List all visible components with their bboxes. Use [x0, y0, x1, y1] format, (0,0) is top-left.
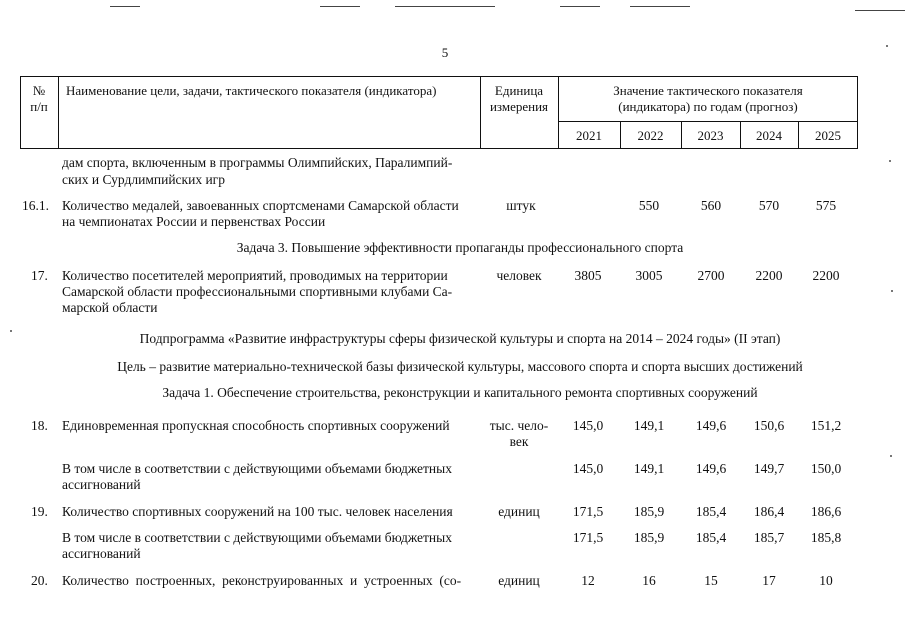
header-values-line2: (индикатора) по годам (прогноз) [618, 99, 798, 114]
scan-edge-line [630, 6, 690, 7]
scan-edge-line [320, 6, 360, 7]
row-number: 17. [31, 268, 48, 283]
header-year: 2021 [576, 128, 602, 143]
row-value: 185,9 [633, 530, 665, 545]
row-value: 2200 [755, 268, 783, 283]
row-name: Самарской области профессиональными спортивными клубами Са- [62, 284, 453, 299]
row-unit: человек [496, 268, 542, 283]
row-name: ассигнований [62, 546, 141, 561]
row-unit: штук [506, 198, 536, 213]
scan-speck [10, 330, 12, 332]
header-year: 2025 [815, 128, 841, 143]
row-value: 149,1 [633, 461, 665, 476]
row-value: 150,0 [810, 461, 842, 476]
row-value: 149,6 [695, 418, 727, 433]
scan-speck [890, 455, 892, 457]
row-value: 185,8 [810, 530, 842, 545]
row-value: 186,6 [810, 504, 842, 519]
task-heading: Задача 1. Обеспечение строительства, реконструкции и капитального ремонта спортивных сооружений [162, 385, 758, 400]
row-unit: единиц [498, 573, 540, 588]
row-unit: единиц [498, 504, 540, 519]
task-heading: Задача 3. Повышение эффективности пропаганды профессионального спорта [236, 240, 684, 255]
row-value: 151,2 [810, 418, 842, 433]
row-value: 171,5 [572, 504, 604, 519]
header-year: 2022 [637, 128, 664, 143]
row-name: Единовременная пропускная способность спортивных сооружений [62, 418, 450, 433]
row-value: 3805 [574, 268, 602, 283]
row-unit: век [509, 434, 529, 449]
row-number: 18. [31, 418, 48, 433]
row-value: 185,7 [753, 530, 785, 545]
row-value: 10 [819, 573, 833, 588]
row-value: 149,7 [753, 461, 785, 476]
row-value: 17 [762, 573, 776, 588]
row-value: 570 [758, 198, 780, 213]
row-name: В том числе в соответствии с действующими объемами бюджетных [62, 530, 452, 545]
row-name: ассигнований [62, 477, 141, 492]
row-continuation: дам спорта, включенным в программы Олимпийских, Паралимпий- [62, 155, 453, 170]
row-value: 16 [642, 573, 656, 588]
row-value: 550 [638, 198, 660, 213]
row-name: марской области [62, 300, 158, 315]
row-number: 16.1. [22, 198, 49, 213]
row-number: 20. [31, 573, 48, 588]
row-value: 2700 [697, 268, 725, 283]
row-value: 560 [700, 198, 722, 213]
scan-edge-line [855, 10, 905, 11]
subprogram-heading: Подпрограмма «Развитие инфраструктуры сферы физической культуры и спорта на 2014 – 2024 годы» (II этап) [139, 331, 781, 346]
row-value: 150,6 [753, 418, 785, 433]
row-unit: тыс. чело- [489, 418, 549, 433]
row-name: Количество спортивных сооружений на 100 тыс. человек населения [62, 504, 453, 519]
header-name: Наименование цели, задачи, тактического показателя (индикатора) [66, 83, 437, 98]
goal-heading: Цель – развитие материально-технической базы физической культуры, массового спорта и спорта высших достижений [117, 359, 803, 374]
row-value: 575 [815, 198, 837, 213]
row-name: В том числе в соответствии с действующими объемами бюджетных [62, 461, 452, 476]
scan-speck [886, 45, 888, 47]
row-value: 171,5 [572, 530, 604, 545]
row-value: 3005 [635, 268, 663, 283]
scan-speck [891, 290, 893, 292]
header-year: 2024 [756, 128, 782, 143]
row-number: 19. [31, 504, 48, 519]
row-name: Количество медалей, завоеванных спортсменами Самарской области [62, 198, 459, 213]
row-value: 12 [581, 573, 595, 588]
row-value: 185,4 [695, 504, 727, 519]
header-unit-line2: измерения [489, 99, 549, 114]
row-value: 2200 [812, 268, 840, 283]
header-divider [558, 121, 858, 122]
header-unit-line1: Единица [494, 83, 544, 98]
header-values-line1: Значение тактического показателя [613, 83, 803, 98]
header-no: № п/п [30, 83, 48, 114]
row-value: 145,0 [572, 418, 604, 433]
scan-edge-line [560, 6, 600, 7]
row-value: 15 [704, 573, 718, 588]
page-number: 5 [441, 45, 449, 60]
row-value: 185,9 [633, 504, 665, 519]
row-value: 185,4 [695, 530, 727, 545]
scan-edge-line [110, 6, 140, 7]
row-value: 149,6 [695, 461, 727, 476]
row-value: 149,1 [633, 418, 665, 433]
row-value: 145,0 [572, 461, 604, 476]
scan-edge-line [395, 6, 495, 7]
row-value: 186,4 [753, 504, 785, 519]
row-name: на чемпионатах России и первенствах России [62, 214, 326, 229]
header-divider [58, 76, 59, 149]
row-continuation: ских и Сурдлимпийских игр [62, 172, 225, 187]
scan-speck [889, 160, 891, 162]
row-name: Количество посетителей мероприятий, проводимых на территории [62, 268, 448, 283]
row-name: Количество построенных, реконструированных и устроенных (со- [62, 573, 462, 588]
header-year: 2023 [697, 128, 724, 143]
